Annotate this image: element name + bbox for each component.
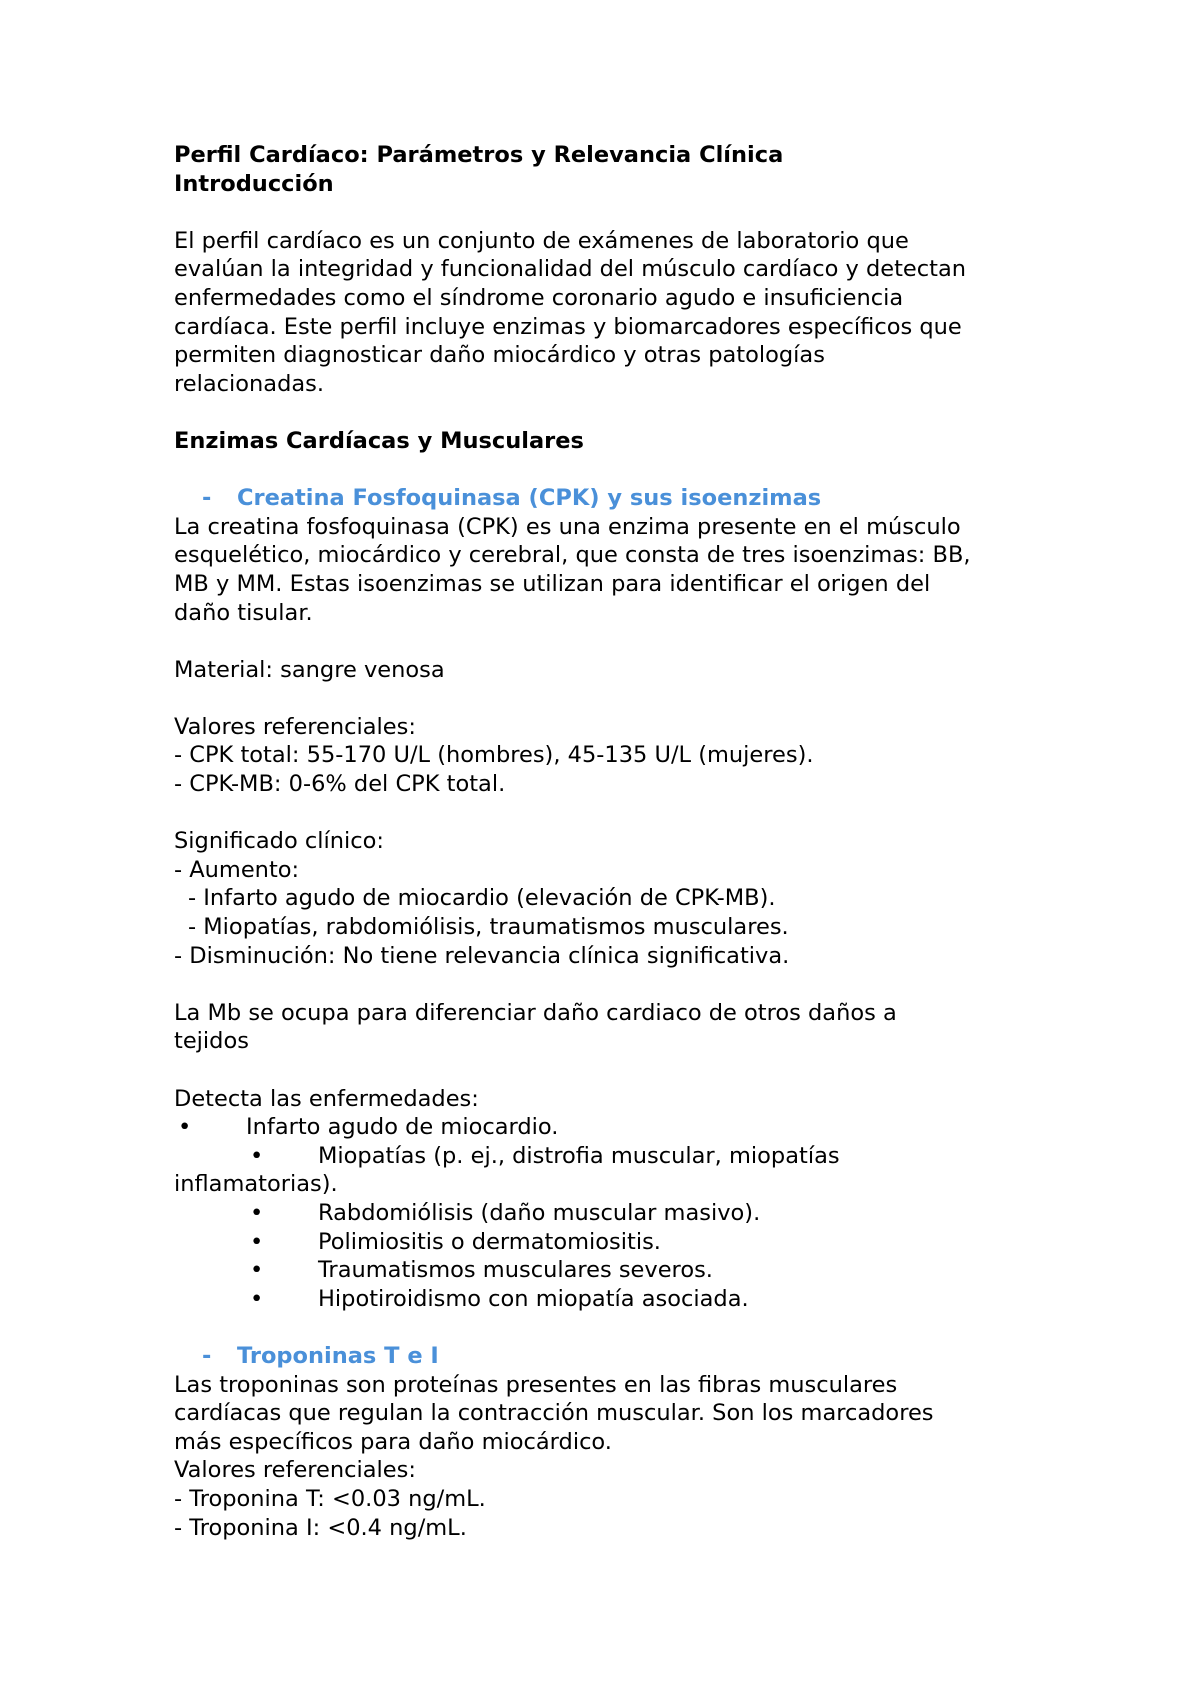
list-item: [174, 1199, 1074, 1228]
list-item: [174, 1285, 1074, 1314]
bullet-icon: •: [250, 1228, 264, 1255]
cpk-heading-dash: -: [202, 485, 212, 512]
bullet-icon: •: [250, 1285, 264, 1312]
intro-line: relacionadas.: [174, 370, 325, 397]
intro-line: enfermedades como el síndrome coronario agudo e insuficiencia: [174, 284, 904, 311]
troponins-ref-line: - Troponina T: <0.03 ng/mL.: [174, 1485, 486, 1512]
cpk-mb-line: La Mb se ocupa para diferenciar daño cardiaco de otros daños a: [174, 999, 897, 1026]
cpk-ref-label: Valores referenciales:: [174, 713, 416, 740]
spacer: [174, 398, 1074, 427]
list-item: [174, 1113, 1074, 1142]
cpk-increase-item: - Miopatías, rabdomiólisis, traumatismos musculares.: [188, 914, 789, 941]
spacer: [174, 627, 1074, 656]
cpk-increase-label: - Aumento:: [174, 856, 300, 883]
cpk-description: [174, 513, 1074, 627]
troponins-ref-label: Valores referenciales:: [174, 1457, 416, 1484]
list-item-continuation: inflamatorias).: [174, 1171, 338, 1198]
intro-line: evalúan la integridad y funcionalidad del músculo cardíaco y detectan: [174, 256, 967, 283]
document-page: [174, 141, 1074, 1542]
cpk-heading-text: Creatina Fosfoquinasa (CPK) y sus isoenzimas: [237, 485, 822, 512]
intro-line: El perfil cardíaco es un conjunto de exámenes de laboratorio que: [174, 227, 909, 254]
cpk-mb-line: tejidos: [174, 1028, 249, 1055]
cpk-desc-line: La creatina fosfoquinasa (CPK) es una enzima presente en el músculo: [174, 513, 961, 540]
troponins-desc-line: cardíacas que regulan la contracción muscular. Son los marcadores: [174, 1400, 934, 1427]
troponins-heading-text: Troponinas T e I: [237, 1342, 439, 1369]
troponins-heading-dash: -: [202, 1342, 212, 1369]
troponins-desc-line: Las troponinas son proteínas presentes en las fibras musculares: [174, 1371, 898, 1398]
spacer: [174, 799, 1074, 828]
cpk-detects-label: Detecta las enfermedades:: [174, 1085, 479, 1112]
cpk-decrease: - Disminución: No tiene relevancia clínica significativa.: [174, 942, 790, 969]
list-item: [174, 1256, 1074, 1285]
cpk-heading: [174, 484, 1074, 513]
cpk-increase-item: - Infarto agudo de miocardio (elevación de CPK-MB).: [188, 885, 776, 912]
bullet-icon: •: [250, 1142, 264, 1169]
document-title: Perfil Cardíaco: Parámetros y Relevancia Clínica: [174, 142, 784, 168]
enzymes-heading: Enzimas Cardíacas y Musculares: [174, 427, 584, 454]
cpk-clinical-label: Significado clínico:: [174, 828, 384, 855]
list-item-text: Infarto agudo de miocardio.: [246, 1114, 559, 1141]
cpk-desc-line: daño tisular.: [174, 599, 313, 626]
spacer: [174, 684, 1074, 713]
intro-line: cardíaca. Este perfil incluye enzimas y biomarcadores específicos que: [174, 313, 962, 340]
intro-line: permiten diagnosticar daño miocárdico y otras patologías: [174, 342, 825, 369]
list-item: [174, 1228, 1074, 1257]
cpk-desc-line: MB y MM. Estas isoenzimas se utilizan para identificar el origen del: [174, 570, 931, 597]
cpk-desc-line: esquelético, miocárdico y cerebral, que consta de tres isoenzimas: BB,: [174, 542, 971, 569]
list-item-text: Polimiositis o dermatomiositis.: [318, 1228, 661, 1255]
bullet-icon: •: [250, 1257, 264, 1284]
list-item-text: Hipotiroidismo con miopatía asociada.: [318, 1285, 749, 1312]
spacer: [174, 456, 1074, 485]
spacer: [174, 970, 1074, 999]
cpk-material: Material: sangre venosa: [174, 656, 445, 683]
troponins-heading: [174, 1342, 1074, 1371]
troponins-desc-line: más específicos para daño miocárdico.: [174, 1428, 612, 1455]
spacer: [174, 1056, 1074, 1085]
intro-paragraph: [174, 227, 1074, 399]
bullet-icon: •: [178, 1114, 192, 1141]
cpk-ref-line: - CPK total: 55-170 U/L (hombres), 45-135 U/L (mujeres).: [174, 742, 814, 769]
list-item: [174, 1142, 1074, 1171]
troponins-ref-line: - Troponina I: <0.4 ng/mL.: [174, 1514, 467, 1541]
list-item-text: Traumatismos musculares severos.: [318, 1257, 713, 1284]
bullet-icon: •: [250, 1199, 264, 1226]
spacer: [174, 198, 1074, 227]
intro-heading: Introducción: [174, 170, 334, 197]
list-item-text: Rabdomiólisis (daño muscular masivo).: [318, 1199, 761, 1226]
cpk-ref-line: - CPK-MB: 0-6% del CPK total.: [174, 771, 506, 798]
list-item-text: Miopatías (p. ej., distrofia muscular, miopatías: [318, 1142, 840, 1169]
spacer: [174, 1313, 1074, 1342]
